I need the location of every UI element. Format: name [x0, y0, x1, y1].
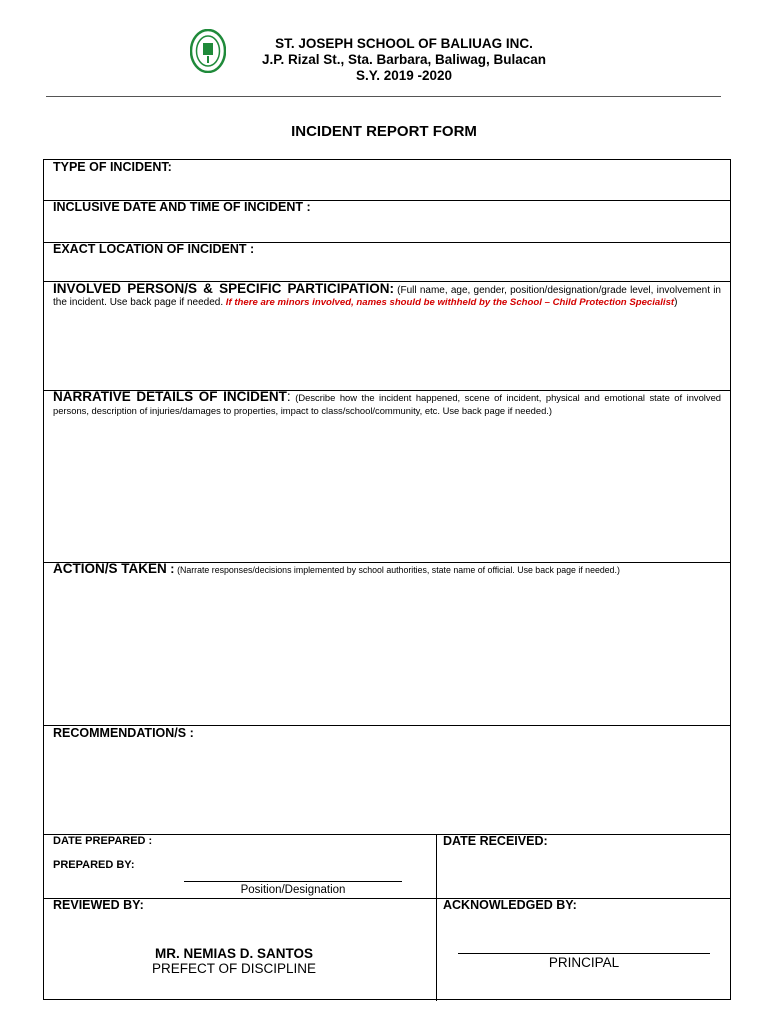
date-time-label: INCLUSIVE DATE AND TIME OF INCIDENT :	[53, 200, 311, 214]
involved-persons-label: INVOLVED PERSON/S & SPECIFIC PARTICIPATION:	[53, 281, 395, 296]
school-name: ST. JOSEPH SCHOOL OF BALIUAG INC.	[275, 36, 533, 51]
involved-persons-note: (Full name, age, gender, position/designation/grade level, involvement in the incident. Use back page if needed.	[53, 285, 721, 308]
date-received-label: DATE RECEIVED:	[443, 834, 548, 848]
date-prepared-label: DATE PREPARED :	[53, 835, 153, 847]
position-designation-label: Position/Designation	[240, 884, 346, 896]
acknowledged-signature-line	[458, 953, 710, 954]
reviewed-by-label: REVIEWED BY:	[53, 898, 144, 912]
narrative-block	[53, 391, 721, 418]
incident-form	[43, 159, 731, 1000]
school-address: J.P. Rizal St., Sta. Barbara, Baliwag, Bulacan	[261, 52, 547, 67]
prepared-by-signature-line	[184, 881, 402, 882]
action-colon: :	[166, 562, 175, 576]
reviewer-position: PREFECT OF DISCIPLINE	[151, 961, 317, 976]
involved-persons-block	[53, 283, 721, 309]
principal-label: PRINCIPAL	[548, 955, 620, 970]
recommendation-label: RECOMMENDATION/S :	[53, 726, 194, 740]
reviewer-name: MR. NEMIAS D. SANTOS	[154, 946, 313, 961]
column-divider	[436, 834, 437, 1001]
action-block	[53, 563, 721, 577]
location-label: EXACT LOCATION OF INCIDENT :	[53, 242, 255, 256]
action-note: (Narrate responses/decisions implemented by school authorities, state name of official. Use back page if needed.)	[177, 565, 620, 575]
narrative-colon: :	[286, 389, 291, 404]
school-header	[0, 36, 768, 84]
form-title: INCIDENT REPORT FORM	[291, 123, 477, 140]
narrative-note: (Describe how the incident happened, scene of incident, physical and emotional state of involved persons, description of injuries/damages to properties, impact to class/school/community, etc. Use back page if needed.)	[53, 392, 722, 416]
header-divider	[46, 96, 721, 97]
action-label: ACTION/S TAKEN	[53, 561, 167, 576]
note-close: )	[674, 297, 678, 308]
acknowledged-by-label: ACKNOWLEDGED BY:	[443, 898, 577, 912]
minors-warning: If there are minors involved, names should be withheld by the School – Child Protection Specialist	[225, 297, 675, 308]
school-year: S.Y. 2019 -2020	[355, 68, 453, 83]
row-divider	[44, 898, 730, 899]
type-of-incident-label: TYPE OF INCIDENT:	[53, 160, 172, 174]
prepared-by-label: PREPARED BY:	[53, 859, 135, 871]
narrative-label: NARRATIVE DETAILS OF INCIDENT	[53, 389, 287, 404]
